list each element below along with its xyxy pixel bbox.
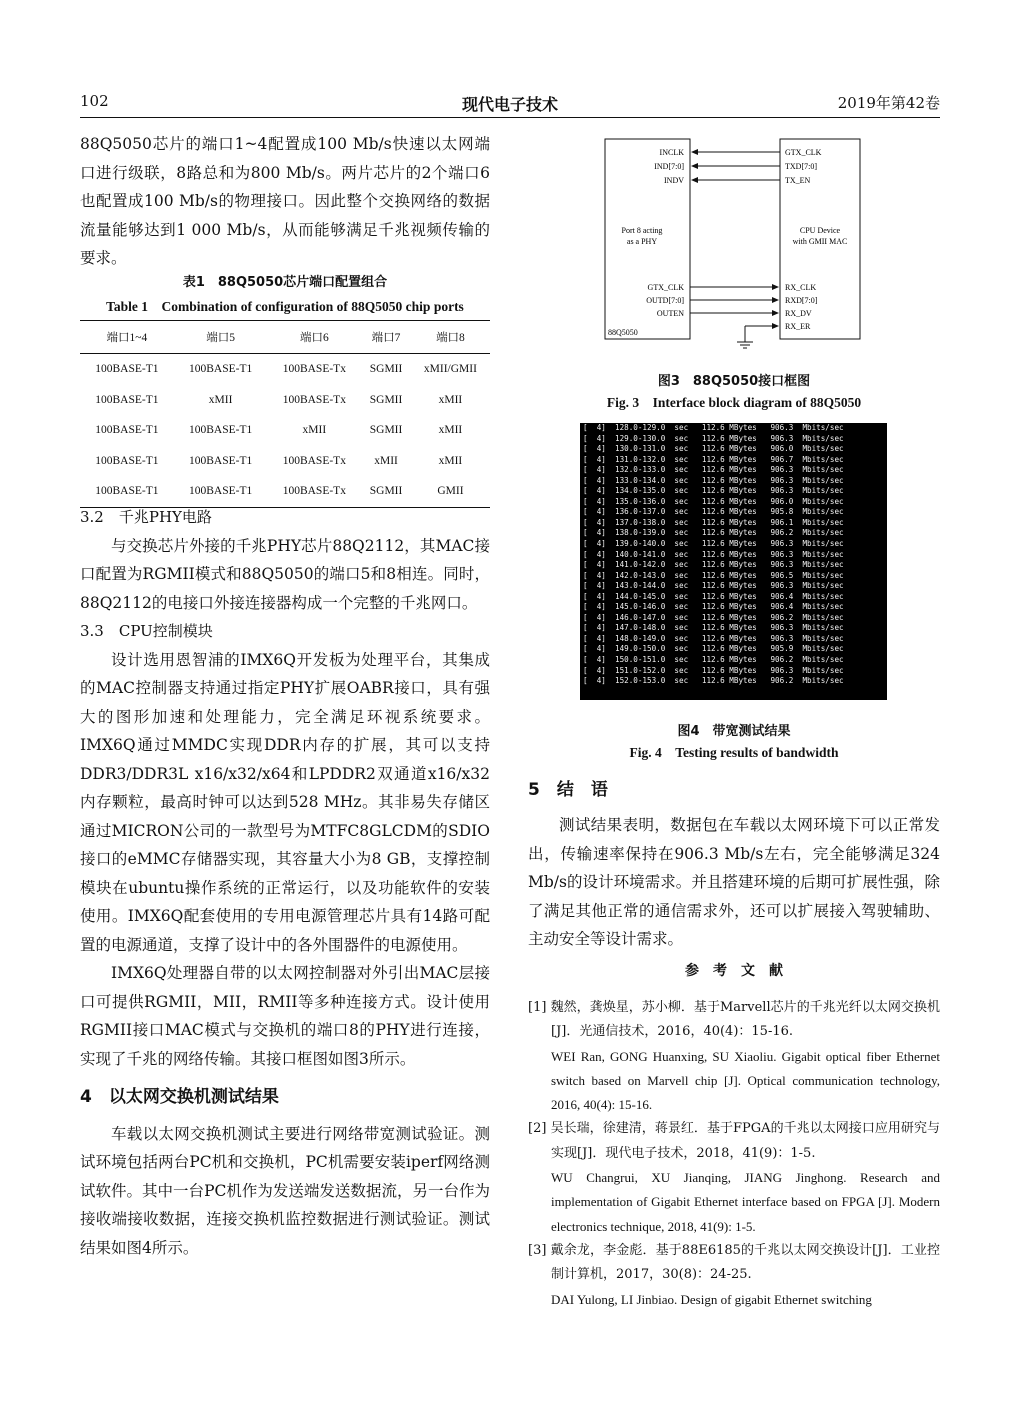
signal-label: RX_CLK (785, 283, 817, 292)
signal-label: IND[7:0] (654, 162, 684, 171)
terminal-line: [ 4] 145.0-146.0 sec 112.6 MBytes 906.4 Mbits/sec (583, 602, 844, 612)
signal-label: OUTD[7:0] (646, 296, 684, 305)
cpu-box-title: CPU Device (799, 226, 841, 235)
signal-label: INDV (664, 176, 684, 185)
bandwidth-terminal-output (580, 423, 887, 700)
fig4-caption-en: Fig. 4 Testing results of bandwidth (629, 745, 839, 760)
terminal-line: [ 4] 151.0-152.0 sec 112.6 MBytes 906.3 Mbits/sec (583, 665, 844, 675)
phy-box-title: Port 8 acting (621, 226, 663, 235)
table-cell: 100BASE-T1 (95, 424, 159, 437)
table1-caption-cn: 表1 88Q5050芯片端口配置组合 (182, 275, 388, 290)
journal-title: 现代电子技术 (461, 95, 558, 114)
port-config-table (80, 320, 490, 508)
terminal-line: [ 4] 141.0-142.0 sec 112.6 MBytes 906.3 Mbits/sec (583, 560, 844, 570)
interface-block-diagram (600, 135, 865, 360)
intro-paragraph (80, 130, 490, 273)
terminal-lines (580, 423, 887, 687)
table-cell: 100BASE-T1 (188, 424, 253, 437)
intro-text: 88Q5050芯片的端口1~4配置成100 Mb/s快速以太网端口进行级联，8路总和为800 Mb/s。两片芯片的2个端口6也配置成100 Mb/s的物理接口。因此整个交换网络的数据流量能够达到1 000 Mb/s，从而能够满足千兆视频传输的要求。 (80, 135, 490, 267)
table-row (80, 446, 490, 477)
section-3-2-paragraph: 与交换芯片外接的千兆PHY芯片88Q2112，其MAC接口配置为RGMII模式和88Q5050的端口5和8相连。同时，88Q2112的电接口外接连接器构成一个完整的千兆网口。 (80, 536, 490, 612)
terminal-line: [ 4] 148.0-149.0 sec 112.6 MBytes 906.3 Mbits/sec (583, 633, 844, 643)
reference-en: WU Changrui, XU Jianqing, JIANG Jinghong. Research and implementation of Gigabit Ethernet interface based on FPGA [J]. Modern electronics technique, 2018, 41(9): 1-5. (551, 1170, 940, 1234)
table-header-cell: 端口8 (411, 321, 490, 354)
terminal-line: [ 4] 136.0-137.0 sec 112.6 MBytes 905.8 Mbits/sec (583, 507, 844, 517)
table-row (80, 385, 490, 416)
terminal-line: [ 4] 131.0-132.0 sec 112.6 MBytes 906.7 Mbits/sec (583, 454, 844, 464)
terminal-line: [ 4] 146.0-147.0 sec 112.6 MBytes 906.2 Mbits/sec (583, 612, 844, 622)
terminal-line: [ 4] 128.0-129.0 sec 112.6 MBytes 906.3 Mbits/sec (583, 423, 844, 432)
cpu-box-title: with GMII MAC (792, 237, 848, 246)
terminal-line: [ 4] 147.0-148.0 sec 112.6 MBytes 906.3 Mbits/sec (583, 623, 844, 633)
table-cell: 100BASE-T1 (188, 454, 253, 467)
header-rule (80, 117, 940, 118)
section-3-3-paragraph-2: IMX6Q处理器自带的以太网控制器对外引出MAC层接口可提供RGMII，MII，RMII等多种连接方式。设计使用RGMII接口MAC模式与交换机的端口8的PHY进行连接，实现了千兆的网络传输。其接口框图如图3所示。 (80, 964, 490, 1068)
signal-label: TXD[7:0] (785, 162, 817, 171)
signal-label: RX_DV (785, 309, 812, 318)
block-diagram-svg (600, 135, 865, 360)
section-5-heading: 5 结 语 (528, 780, 608, 800)
table-cell: xMII (438, 424, 463, 437)
section-5-body (528, 811, 940, 954)
chip-label: 88Q5050 (608, 328, 638, 337)
terminal-line: [ 4] 129.0-130.0 sec 112.6 MBytes 906.3 Mbits/sec (583, 433, 844, 443)
signal-label: RXD[7:0] (785, 296, 818, 305)
terminal-line: [ 4] 134.0-135.0 sec 112.6 MBytes 906.3 Mbits/sec (583, 486, 844, 496)
table-header-cell: 端口1~4 (80, 321, 174, 354)
table-cell: 100BASE-T1 (95, 454, 159, 467)
signal-label: GTX_CLK (647, 283, 684, 292)
table1-caption-en: Table 1 Combination of configuration of 88Q5050 chip ports (106, 299, 464, 314)
table-header-cell: 端口7 (361, 321, 411, 354)
signal-label: RX_ER (785, 322, 811, 331)
table-cell: 100BASE-T1 (174, 476, 268, 507)
table-cell: xMII (374, 454, 398, 467)
table-cell: 100BASE-T1 (95, 393, 159, 406)
terminal-line: [ 4] 142.0-143.0 sec 112.6 MBytes 906.5 Mbits/sec (583, 570, 844, 580)
reference-cn: [2] 吴长瑞，徐建清，蒋景红．基于FPGA的千兆以太网接口应用研究与实现[J]．现代电子技术，2018，41(9)：1-5. (528, 1121, 940, 1161)
terminal-line: [ 4] 138.0-139.0 sec 112.6 MBytes 906.2 Mbits/sec (583, 528, 844, 538)
fig3-caption-cn: 图3 88Q5050接口框图 (657, 374, 811, 389)
terminal-line: [ 4] 150.0-151.0 sec 112.6 MBytes 906.2 Mbits/sec (583, 655, 844, 665)
table-cell: xMII (438, 454, 463, 467)
left-body (80, 503, 490, 1262)
table-cell: xMII/GMII (423, 363, 477, 376)
table-cell: 100BASE-T1 (80, 476, 174, 507)
terminal-line: [ 4] 149.0-150.0 sec 112.6 MBytes 905.9 Mbits/sec (583, 644, 844, 654)
fig4-caption-cn: 图4 带宽测试结果 (677, 724, 791, 739)
section-3-3-heading: 3.3 CPU控制模块 (80, 622, 213, 640)
signal-label: GTX_CLK (785, 148, 822, 157)
terminal-line: [ 4] 139.0-140.0 sec 112.6 MBytes 906.3 Mbits/sec (583, 539, 844, 549)
terminal-line: [ 4] 143.0-144.0 sec 112.6 MBytes 906.3 Mbits/sec (583, 581, 844, 591)
terminal-line: [ 4] 137.0-138.0 sec 112.6 MBytes 906.1 Mbits/sec (583, 517, 844, 527)
reference-en: WEI Ran, GONG Huanxing, SU Xiaoliu. Gigabit optical fiber Ethernet switch based on Marvell chip [J]. Optical communication technology, 2016, 40(4): 15-16. (551, 1048, 940, 1113)
table-header-row (80, 321, 490, 354)
table-cell: 100BASE-Tx (282, 454, 346, 467)
fig3-caption-en: Fig. 3 Interface block diagram of 88Q5050 (606, 395, 862, 410)
table-cell: 100BASE-T1 (188, 363, 253, 376)
section-3-2-heading: 3.2 千兆PHY电路 (80, 508, 212, 526)
terminal-line: [ 4] 132.0-133.0 sec 112.6 MBytes 906.3 Mbits/sec (583, 465, 844, 475)
reference-cn: [1] 魏然，龚焕星，苏小柳．基于Marvell芯片的千兆光纤以太网交换机[J]．光通信技术，2016，40(4)：15-16. (528, 1000, 940, 1040)
reference-en: DAI Yulong, LI Jinbiao. Design of gigabit Ethernet switching (551, 1291, 872, 1307)
section-4-paragraph: 车载以太网交换机测试主要进行网络带宽测试验证。测试环境包括两台PC机和交换机，PC机需要安装iperf网络测试软件。其中一台PC机作为发送端发送数据流，另一台作为接收端接收数据，连接交换机监控数据进行测试验证。测试结果如图4所示。 (80, 1124, 490, 1257)
section-5-paragraph: 测试结果表明，数据包在车载以太网环境下可以正常发出，传输速率保持在906.3 Mb/s左右，完全能够满足324 Mb/s的设计环境需求。并且搭建环境的后期可扩展性强，除了满足其他正常的通信需求外，还可以扩展接入驾驶辅助、主动安全等设计需求。 (528, 816, 940, 948)
table-cell: SGMII (361, 476, 411, 507)
reference-cn: [3] 戴余龙，李金彪．基于88E6185的千兆以太网交换设计[J]．工业控制计算机，2017，30(8)：24-25. (528, 1242, 940, 1283)
signal-label: INCLK (659, 148, 684, 157)
terminal-line: [ 4] 152.0-153.0 sec 112.6 MBytes 906.2 Mbits/sec (583, 676, 844, 686)
table-cell: xMII (208, 393, 233, 406)
terminal-line: [ 4] 130.0-131.0 sec 112.6 MBytes 906.0 Mbits/sec (583, 444, 844, 454)
section-3-3-paragraph-1: 设计选用恩智浦的IMX6Q开发板为处理平台，其集成的MAC控制器支持通过指定PHY扩展OABR接口，具有强大的图形加速和处理能力，完全满足环视系统要求。IMX6Q通过MMDC实现DDR内存的扩展，其可以支持DDR3/DDR3L x16/x32/x64和LPDDR2双通道x16/x32内存颗粒，最高时钟可以达到528 MHz。其非易失存储区通过MICRON公司的一款型号为MTFC8GLCDM的SDIO接口的eMMC存储器实现，其容量大小为8 GB，支撑控制模块在ubuntu操作系统的正常运行，以及功能软件的安装使用。IMX6Q配套使用的专用电源管理芯片具有14路可配置的电源通道，支撑了设计中的各外围器件的电源使用。 (80, 650, 490, 954)
table-cell: xMII (302, 424, 327, 437)
signal-label: OUTEN (656, 309, 684, 318)
table-header-cell: 端口5 (174, 321, 268, 354)
terminal-line: [ 4] 140.0-141.0 sec 112.6 MBytes 906.3 Mbits/sec (583, 549, 844, 559)
table-cell: 100BASE-T1 (95, 363, 159, 376)
table-row (80, 415, 490, 446)
issue-label: 2019年第42卷 (837, 94, 940, 112)
table-row (80, 354, 490, 385)
table-cell: 100BASE-Tx (267, 476, 361, 507)
terminal-line: [ 4] 133.0-134.0 sec 112.6 MBytes 906.3 Mbits/sec (583, 475, 844, 485)
references-list (528, 996, 940, 1312)
terminal-line: [ 4] 135.0-136.0 sec 112.6 MBytes 906.0 Mbits/sec (583, 496, 844, 506)
table-cell: SGMII (369, 424, 403, 437)
signal-label: TX_EN (785, 176, 811, 185)
terminal-line: [ 4] 144.0-145.0 sec 112.6 MBytes 906.4 Mbits/sec (583, 591, 844, 601)
table-cell: 100BASE-Tx (282, 393, 346, 406)
table-cell: SGMII (369, 363, 403, 376)
page-number: 102 (80, 92, 109, 110)
references-heading: 参 考 文 献 (685, 963, 783, 979)
section-4-heading: 4 以太网交换机测试结果 (80, 1087, 279, 1107)
table-cell: GMII (411, 476, 490, 507)
phy-box-title: as a PHY (626, 237, 658, 246)
table-header-cell: 端口6 (267, 321, 361, 354)
table-cell: 100BASE-Tx (282, 363, 346, 376)
table-cell: xMII (438, 393, 463, 406)
table-cell: SGMII (369, 393, 403, 406)
